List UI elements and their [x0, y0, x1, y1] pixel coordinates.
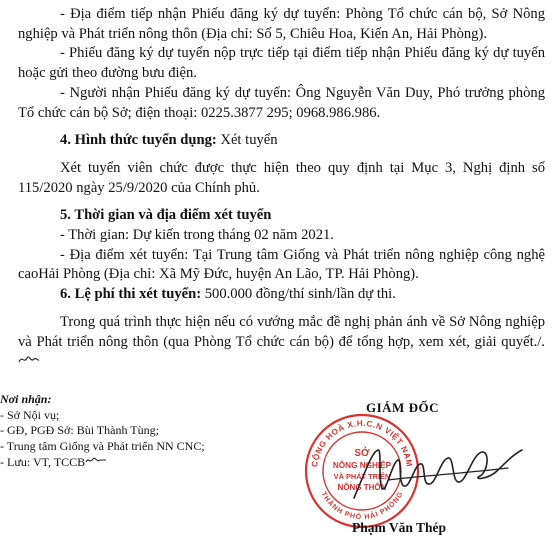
- signer-title: GIÁM ĐỐC: [366, 400, 439, 415]
- paragraph-recruitment-basis: Xét tuyển viên chức được thực hiện theo quy định tại Mục 3, Nghị định số 115/2020 ngày 25/9/2020 của Chính phủ.: [18, 159, 545, 196]
- paragraph-closing: [18, 313, 545, 372]
- section-5-title: 5. Thời gian và địa điểm xét tuyển: [60, 207, 272, 224]
- recipient-item-text: - Lưu: VT, TCCB: [0, 455, 86, 470]
- recipient-item: - GĐ, PGĐ Sở: Bùi Thành Tùng;: [0, 423, 159, 438]
- section-5: [18, 206, 545, 226]
- seal-ring-text: CỘNG HOÀ X.H.C.N VIỆT NAM: [310, 418, 414, 468]
- recipient-item: - Trung tâm Giống và Phát triển NN CNC;: [0, 438, 205, 453]
- section-6: [18, 285, 545, 305]
- section-4: [18, 131, 545, 151]
- seal-line: VÀ PHÁT TRIỂN: [333, 472, 391, 481]
- paragraph-receiver: - Người nhận Phiếu đăng ký dự tuyển: Ông Nguyễn Văn Duy, Phó trưởng phòng Tổ chức cán bộ Sở; điện thoại: 0225.3877 295; 0968.986.986.: [18, 84, 545, 121]
- recipients-title: Nơi nhận:: [0, 392, 52, 406]
- paragraph-receiving-location: - Địa điểm tiếp nhận Phiếu đăng ký dự tuyển: Phòng Tổ chức cán bộ, Sở Nông nghiệp và Phát triển nông thôn (Địa chỉ: Số 5, Chiêu Hoa, Kiến An, Hải Phòng).: [18, 6, 545, 42]
- recipient-item: [0, 454, 300, 471]
- paragraph-location: - Địa điểm xét tuyển: Tại Trung tâm Giống và Phát triển nông nghiệp công nghệ caoHải Phòng (Địa chỉ: Xã Mỹ Đức, huyện An Lão, TP. Hải Phòng).: [18, 246, 545, 283]
- section-6-title: 6. Lệ phí thi xét tuyển:: [60, 286, 202, 303]
- seal-line: NÔNG NGHIỆP: [332, 461, 392, 470]
- paragraph-submission-method: - Phiếu đăng ký dự tuyển nộp trực tiếp tại điểm tiếp nhận Phiếu đăng ký dự tuyển hoặc gửi theo đường bưu điện.: [18, 45, 545, 82]
- handwritten-signature-icon: [348, 440, 528, 510]
- initials-mark: [18, 353, 40, 365]
- seal-bottom-text: THÀNH PHỐ HẢI PHÒNG: [319, 490, 405, 522]
- closing-text: Trong quá trình thực hiện nếu có vướng mắc đề nghị phản ánh về Sở Nông nghiệp và Phát triển nông thôn (qua Phòng Tổ chức cán bộ) để tổng hợp, xem xét, giải quyết./.: [18, 313, 545, 350]
- section-6-value: 500.000 đồng/thí sinh/lần dự thi.: [201, 286, 396, 303]
- section-4-value: Xét tuyển: [216, 132, 278, 149]
- seal-line: NÔNG THÔN: [337, 483, 387, 492]
- paragraph-time: - Thời gian: Dự kiến trong tháng 02 năm 2021.: [60, 227, 334, 244]
- signer-name: Phạm Văn Thép: [352, 520, 447, 535]
- document-body: [18, 5, 545, 372]
- seal-line: SỞ: [354, 448, 370, 459]
- section-4-title: 4. Hình thức tuyển dụng:: [60, 132, 217, 149]
- recipients-block: [0, 392, 300, 471]
- initials-mark: [85, 454, 107, 466]
- recipient-item: - Sở Nội vụ;: [0, 407, 60, 422]
